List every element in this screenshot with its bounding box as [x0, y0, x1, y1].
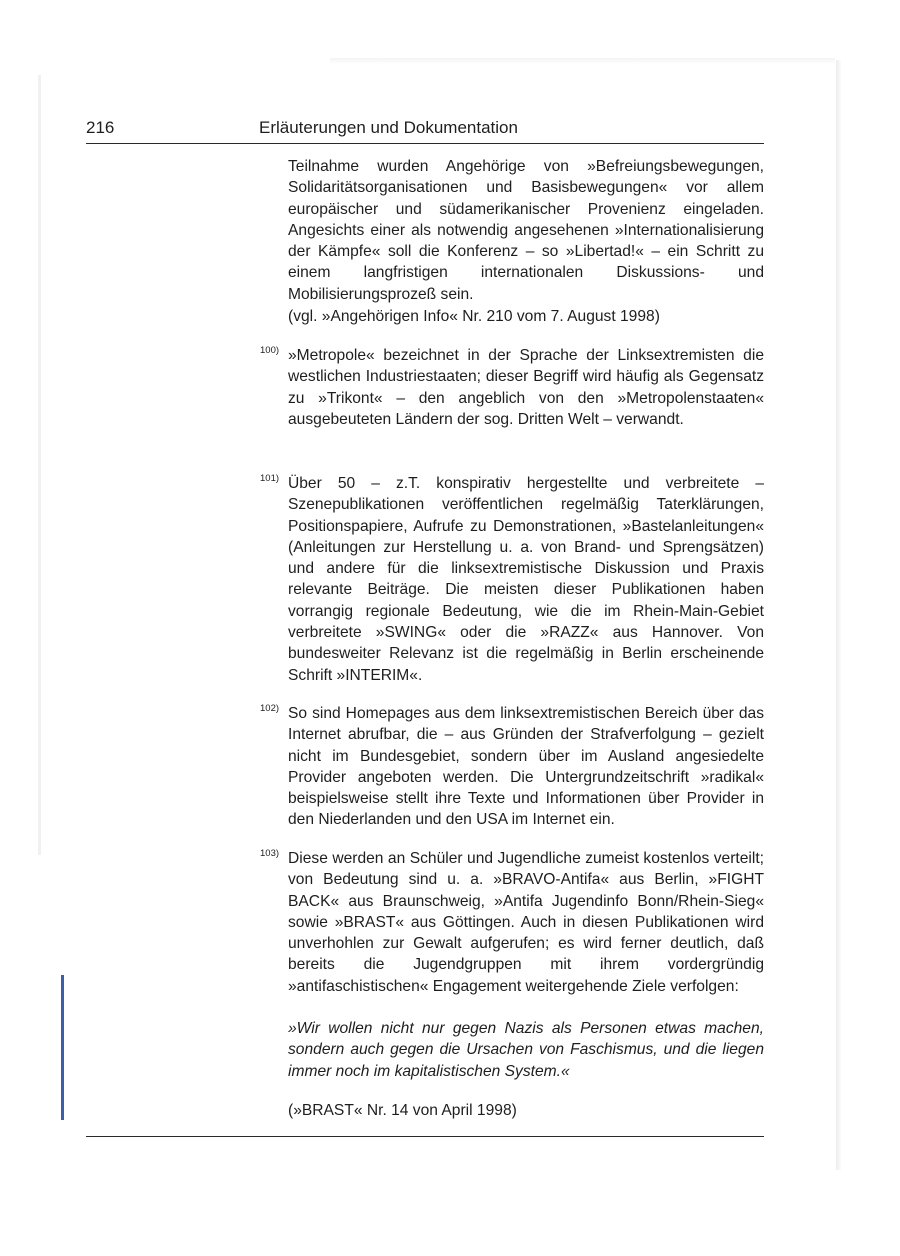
footnote-number: 101): [260, 473, 280, 484]
margin-marker: [61, 975, 64, 1120]
scan-shadow-right: [836, 60, 842, 1170]
quotation-source-block: [288, 1100, 764, 1121]
scan-shadow-left: [38, 75, 41, 855]
footnote-text: Diese werden an Schüler und Jugendliche zumeist kostenlos verteilt; von Bedeutung sind u. a. »BRAVO-Antifa« aus Berlin, »FIGHT BACK« aus Braunschweig, »Antifa Jugendinfo Bonn/Rhein-Sieg« sowie »BRAST« aus Göttingen. Auch in diesen Publikationen wird unverhohlen zur Gewalt aufgerufen; es wird ferner deutlich, daß bereits die Jugendgruppen mit ihrem vordergründig »antifaschistischen« Engagement weitergehende Ziele verfolgen:: [288, 850, 764, 995]
running-head: Erläuterungen und Dokumentation: [259, 118, 518, 137]
footnote-number: 100): [260, 345, 280, 356]
page-number: 216: [86, 118, 115, 137]
footnote-text: Über 50 – z.T. konspirativ hergestellte und verbreitete – Szenepublikationen veröffentlichen regelmäßig Taterklärungen, Positionspapiere, Aufrufe zu Demonstrationen, »Bastelanleitungen« (Anleitungen zur Herstellung u. a. von Brand- und Sprengsätzen) und andere für die linksextremistische Diskussion und Praxis relevante Beiträge. Die meisten dieser Publikationen haben vorrangig regionale Bedeutung, wie die im Rhein-Main-Gebiet verbreitete »SWING« oder die »RAZZ« aus Hannover. Von bundesweiter Relevanz ist die regelmäßig in Berlin erscheinende Schrift »INTERIM«.: [288, 475, 764, 684]
footnote-100: [260, 345, 764, 430]
page-header: [86, 118, 766, 142]
footnote-number: 102): [260, 703, 280, 714]
footnote-text: »Metropole« bezeichnet in der Sprache der Linksextremisten die westlichen Industriestaaten; dieser Begriff wird häufig als Gegensatz zu »Trikont« – den angeblich von den »Metropolenstaaten« ausgebeuteten Ländern der sog. Dritten Welt – verwandt.: [288, 347, 764, 428]
header-rule: [86, 143, 764, 144]
intro-paragraph: Teilnahme wurden Angehörige von »Befreiungsbewegungen, Solidaritätsorganisationen und Basisbewegungen« vor allem europäischer und südamerikanischer Provenienz eingeladen. Angesichts einer als notwendig angesehenen »Internationalisierung der Kämpfe« soll die Konferenz – so »Libertad!« – ein Schritt zu einem langfristigen internationalen Diskussions- und Mobilisierungsprozeß sein.: [288, 158, 764, 303]
intro-continuation: [288, 156, 764, 327]
footnote-text: So sind Homepages aus dem linksextremistischen Bereich über das Internet abrufbar, die – aus Gründen der Strafverfolgung – gezielt nicht im Bundesgebiet, sondern über im Ausland angesiedelte Provider angeboten werden. Die Untergrundzeitschrift »radikal« beispielsweise stellt ihre Texte und Informationen über Provider in den Niederlanden und den USA im Internet ein.: [288, 705, 764, 829]
quote-source: (»BRAST« Nr. 14 von April 1998): [288, 1102, 517, 1119]
quotation: [288, 1018, 764, 1082]
intro-citation: (vgl. »Angehörigen Info« Nr. 210 vom 7. August 1998): [288, 308, 660, 326]
footnote-number: 103): [260, 848, 280, 859]
footer-rule: [86, 1136, 764, 1137]
quote-text: »Wir wollen nicht nur gegen Nazis als Personen etwas machen, sondern auch gegen die Ursachen von Faschismus, und die liegen immer noch im kapitalistischen System.«: [288, 1020, 764, 1080]
footnote-102: [260, 703, 764, 831]
scan-shadow-top: [330, 58, 835, 64]
footnote-103: [260, 848, 764, 997]
footnote-101: [260, 473, 764, 686]
